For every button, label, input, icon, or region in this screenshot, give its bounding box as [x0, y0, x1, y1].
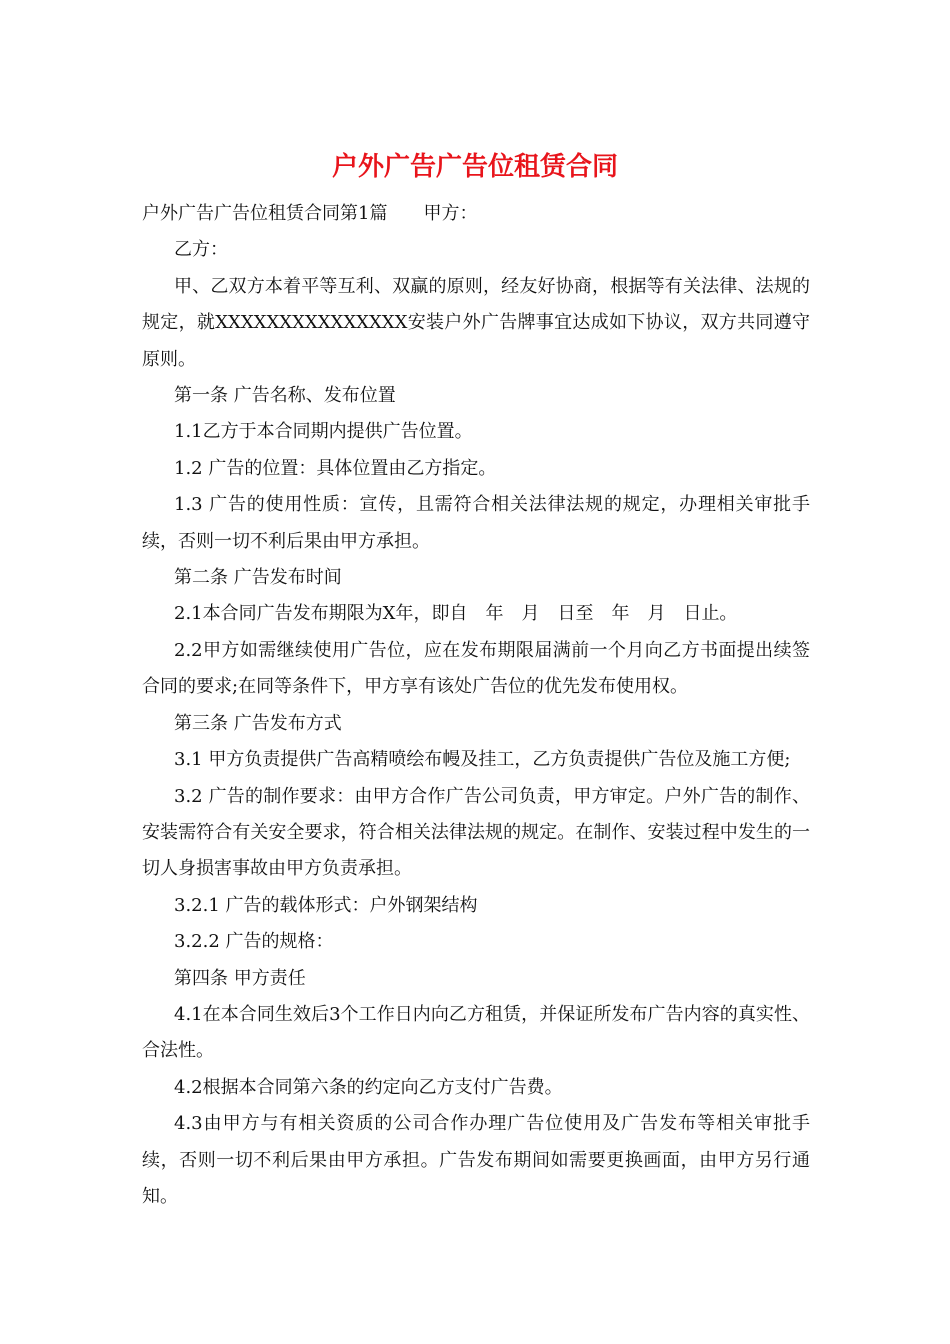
clause-3-2-2: 3.2.2 广告的规格： [174, 931, 334, 953]
clause-3-2-1: 3.2.1 广告的载体形式：户外钢架结构 [174, 894, 478, 916]
document-body [142, 196, 810, 1215]
clause-4-3: 4.3由甲方与有相关资质的公司合作办理广告位使用及广告发布等相关审批手续，否则一切不利后果由甲方承担。广告发布期间如需要更换画面，由甲方另行通知。 [142, 1113, 810, 1207]
article-4-heading: 第四条 甲方责任 [174, 967, 306, 989]
clause-4-1: 4.1在本合同生效后3个工作日内向乙方租赁，并保证所发布广告内容的真实性、合法性。 [142, 1003, 810, 1062]
intro-line: 户外广告广告位租赁合同第1篇 甲方： [142, 203, 478, 224]
article-2-heading: 第二条 广告发布时间 [174, 567, 342, 589]
document-title: 户外广告广告位租赁合同 [331, 152, 618, 182]
article-1-heading: 第一条 广告名称、发布位置 [174, 385, 396, 407]
clause-1-2: 1.2 广告的位置：具体位置由乙方指定。 [174, 457, 497, 479]
preamble-paragraph: 甲、乙双方本着平等互利、双赢的原则，经友好协商，根据等有关法律、法规的规定，就XXXXXXXXXXXXXXX安装户外广告牌事宜达成如下协议，双方共同遵守原则。 [142, 275, 810, 370]
clause-2-1: 2.1本合同广告发布期限为X年，即自 年 月 日至 年 月 日止。 [174, 603, 738, 625]
article-3-heading: 第三条 广告发布方式 [174, 712, 342, 734]
clause-4-2: 4.2根据本合同第六条的约定向乙方支付广告费。 [174, 1076, 563, 1098]
clause-3-1: 3.1 甲方负责提供广告高精喷绘布幔及挂工，乙方负责提供广告位及施工方便; [174, 749, 791, 771]
party-b-line: 乙方： [174, 239, 228, 261]
clause-3-2: 3.2 广告的制作要求：由甲方合作广告公司负责，甲方审定。户外广告的制作、安装需符合有关安全要求，符合相关法律法规的规定。在制作、安装过程中发生的一切人身损害事故由甲方负责承担。 [142, 785, 810, 880]
clause-1-1: 1.1乙方于本合同期内提供广告位置。 [174, 421, 473, 443]
clause-1-3: 1.3 广告的使用性质：宣传，且需符合相关法律法规的规定，办理相关审批手续，否则一切不利后果由甲方承担。 [142, 494, 810, 552]
clause-2-2: 2.2甲方如需继续使用广告位，应在发布期限届满前一个月向乙方书面提出续签合同的要求;在同等条件下，甲方享有该处广告位的优先发布使用权。 [142, 639, 810, 698]
